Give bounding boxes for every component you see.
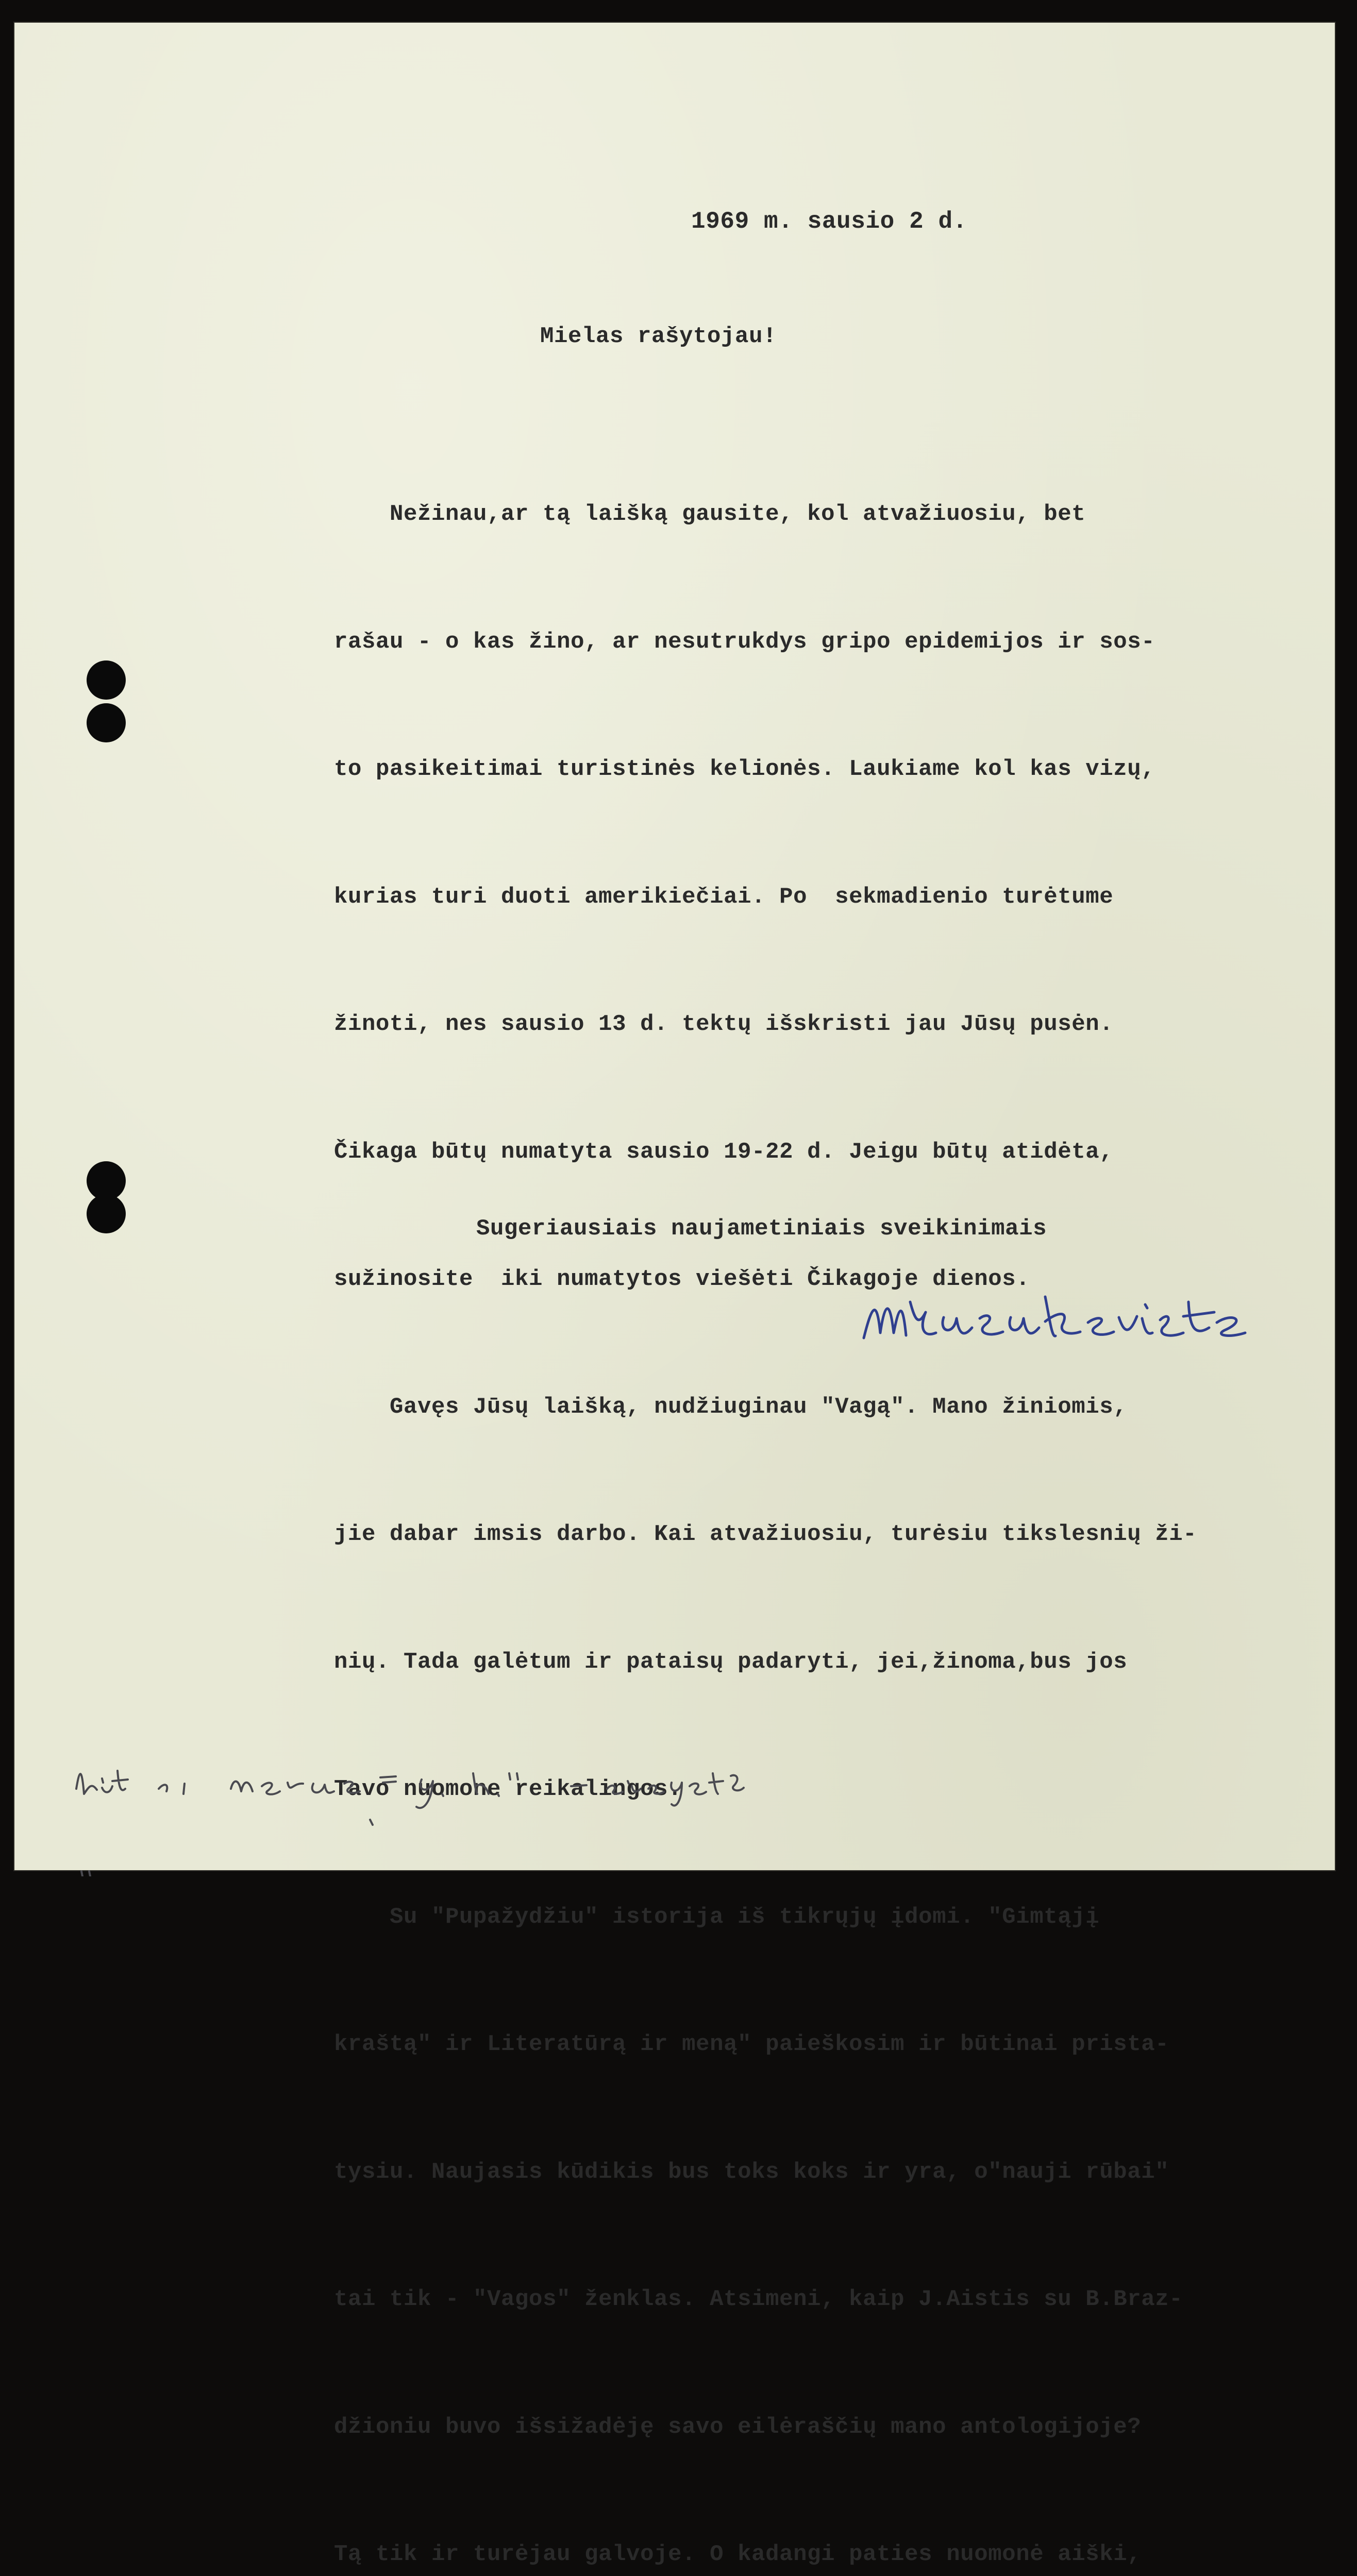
letter-date: 1969 m. sausio 2 d. xyxy=(691,208,967,235)
handwritten-signature xyxy=(853,1261,1255,1364)
letter-body xyxy=(334,408,1197,2576)
letter-closing: Sugeriausiais naujametiniais sveikinimais xyxy=(476,1216,1047,1242)
pencil-marginal-note xyxy=(61,1722,793,1876)
punch-hole xyxy=(87,660,126,700)
letter-page xyxy=(13,22,1336,2567)
punch-hole xyxy=(87,703,126,742)
body-line: sužinosite iki numatytos viešėti Čikagoje dienos. xyxy=(334,1266,1030,1292)
body-line: tysiu. Naujasis kūdikis bus toks koks ir yra, o"nauji rūbai" xyxy=(334,2159,1169,2185)
body-line: Su "Pupažydžiu" istorija iš tikrųjų įdomi. "Gimtąjį xyxy=(334,1904,1100,1930)
body-line: Tavo nuomone reikalingos. xyxy=(334,1776,682,1802)
body-line: žinoti, nes sausio 13 d. tektų išskristi jau Jūsų pusėn. xyxy=(334,1011,1114,1037)
body-line: kurias turi duoti amerikiečiai. Po sekmadienio turėtume xyxy=(334,884,1114,910)
body-line: džioniu buvo išsižadėję savo eilėraščių mano antologijoje? xyxy=(334,2414,1142,2440)
body-line: Čikaga būtų numatyta sausio 19-22 d. Jeigu būtų atidėta, xyxy=(334,1139,1114,1165)
body-line: rašau - o kas žino, ar nesutrukdys gripo epidemijos ir sos- xyxy=(334,629,1155,655)
body-line: Nežinau,ar tą laišką gausite, kol atvažiuosiu, bet xyxy=(334,501,1086,527)
body-line: tai tik - "Vagos" ženklas. Atsimeni, kaip J.Aistis su B.Braz- xyxy=(334,2286,1183,2312)
body-line: Tą tik ir turėjau galvoje. O kadangi paties nuomonė aiški, xyxy=(334,2541,1142,2567)
body-line: kraštą" ir Literatūrą ir meną" paieškosim ir būtinai prista- xyxy=(334,2031,1169,2057)
body-line: Gavęs Jūsų laišką, nudžiuginau "Vagą". Mano žiniomis, xyxy=(334,1394,1128,1420)
body-line: jie dabar imsis darbo. Kai atvažiuosiu, turėsiu tikslesnių ži- xyxy=(334,1521,1197,1547)
body-line: to pasikeitimai turistinės kelionės. Laukiame kol kas vizų, xyxy=(334,756,1155,782)
body-line: nių. Tada galėtum ir pataisų padaryti, jei,žinoma,bus jos xyxy=(334,1649,1128,1675)
punch-hole xyxy=(87,1194,126,1233)
letter-salutation: Mielas rašytojau! xyxy=(540,324,777,349)
